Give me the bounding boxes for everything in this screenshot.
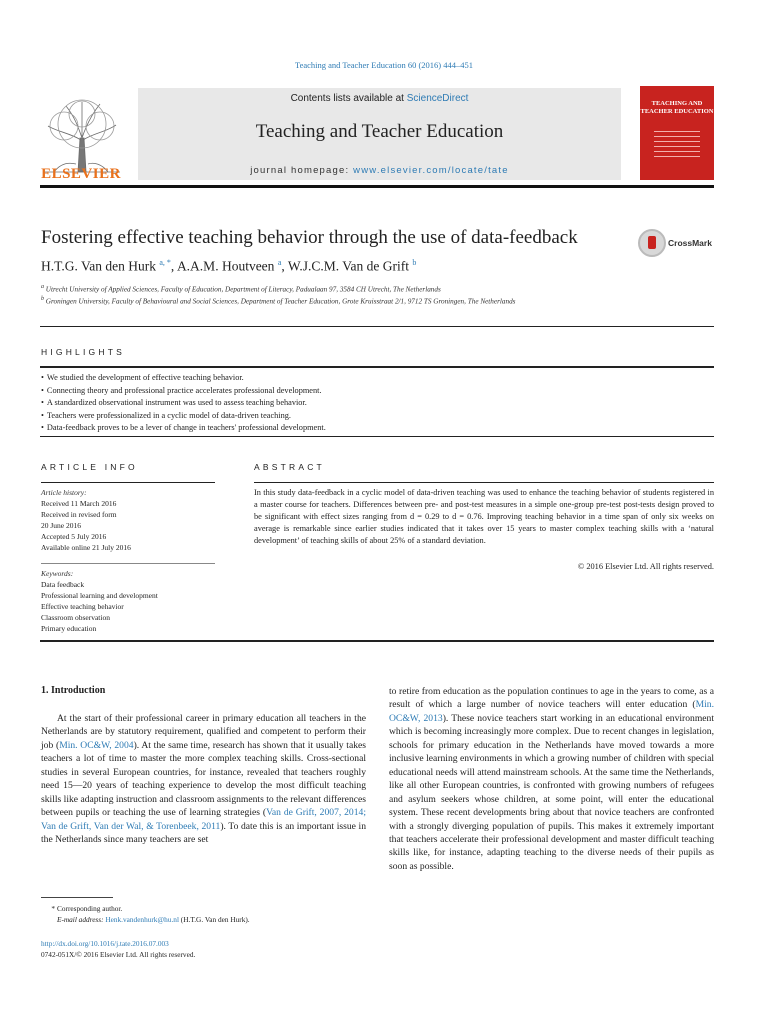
- affiliation-b: [41, 294, 621, 307]
- author-affiliation-marks[interactable]: b: [412, 258, 417, 267]
- footnote-mark: *: [51, 904, 55, 913]
- email-link[interactable]: Henk.vandenhurk@hu.nl: [105, 915, 179, 924]
- author-affiliation-marks[interactable]: a, *: [159, 258, 171, 267]
- keywords-rule: [41, 563, 215, 564]
- reference-link[interactable]: Van de Grift, 2007, 2014; Van de Grift, Van der Wal, & Torenbeek, 2011: [41, 807, 366, 832]
- article-history-label: Article history:: [41, 488, 87, 497]
- body-text: ). At the same time, research has shown that it usually takes teachers a lot of time to master the more complex teaching skills. Cross-sectional studies in several European countries, for instance, revealed that teachers roughly need 15—20 years of teaching experience to develop the most difficult teaching skills like adapting instruction and classroom assignments to the relevant differences between pupils or teaching the use of learning strategies (: [41, 739, 366, 819]
- body-right-column: [389, 685, 714, 873]
- cover-decoration: [654, 131, 700, 161]
- author-affiliation-marks[interactable]: a: [277, 258, 282, 267]
- article-info-heading: ARTICLE INFO: [41, 462, 138, 472]
- author-name: W.J.C.M. Van de Grift: [287, 258, 410, 274]
- keyword-item[interactable]: Professional learning and development: [41, 591, 158, 600]
- author-name: A.A.M. Houtveen: [176, 258, 275, 274]
- front-matter-bottom-rule: [40, 640, 714, 642]
- body-paragraph: [41, 712, 366, 847]
- corresponding-author-note: [41, 903, 122, 914]
- homepage-prefix: journal homepage:: [250, 165, 354, 176]
- keyword-item[interactable]: Data feedback: [41, 580, 85, 589]
- journal-homepage-line: [138, 165, 621, 176]
- keywords-list: [41, 579, 158, 634]
- body-text: to retire from education as the population continues to age in the years to come, as a result of which a large number of novice teachers will enter education (: [389, 686, 714, 711]
- article-info-rule: [41, 482, 215, 483]
- affiliation-text: Utrecht University of Applied Sciences, Faculty of Education, Department of Literacy, Padualaan 97, 3584 CH Utrecht, The Netherlands: [45, 285, 441, 294]
- history-entry: Accepted 5 July 2016: [41, 531, 107, 541]
- history-entry: Received 11 March 2016: [41, 499, 117, 508]
- history-entry: Available online 21 July 2016: [41, 542, 131, 552]
- doi-link[interactable]: http://dx.doi.org/10.1016/j.tate.2016.07.003: [41, 939, 169, 948]
- email-label: E-mail address:: [57, 915, 106, 924]
- body-text: ). These novice teachers start working in an educational environment which is becoming increasingly more complex. Due to recent changes in legislation, schools for primary education in the Netherlands have moved towards a more inclusive learning environments in which a growing number of children with special educational needs will attend mainstream schools. At the same time the Netherlands, like all other European countries, is confronted with growing numbers of refugees and asylum seekers whose children, at some point, will enter the educational system. These recent developments bring about that novice teachers are confronted with a strongly diverging population of pupils. This makes it extremely important that teachers accelerate their professional development and master difficult teaching skills like, for instance, adapting teaching to the diverse needs of their pupils as soon as possible.: [389, 712, 715, 872]
- email-suffix: (H.T.G. Van den Hurk).: [178, 915, 250, 924]
- body-paragraph: [389, 685, 714, 873]
- affiliation-mark: a: [41, 284, 44, 290]
- highlights-heading: HIGHLIGHTS: [41, 347, 125, 357]
- body-text: ). To date this is an important issue in the Netherlands since many teachers are set: [41, 820, 366, 846]
- journal-cover-thumbnail[interactable]: [640, 86, 714, 180]
- journal-title: Teaching and Teacher Education: [255, 121, 504, 142]
- abstract-copyright: © 2016 Elsevier Ltd. All rights reserved.: [577, 562, 714, 571]
- homepage-link[interactable]: www.elsevier.com/locate/tate: [353, 165, 509, 176]
- highlight-item: • Data-feedback proves to be a lever of change in teachers' professional development.: [41, 422, 711, 435]
- highlight-item: • We studied the development of effective teaching behavior.: [41, 372, 711, 385]
- crossmark-icon[interactable]: [638, 229, 666, 257]
- history-entry: Received in revised form: [41, 509, 117, 519]
- keywords-label: Keywords:: [41, 569, 74, 578]
- author-name: H.T.G. Van den Hurk: [41, 258, 156, 274]
- title-block-rule: [40, 326, 714, 327]
- contents-available-line: [138, 93, 621, 104]
- elsevier-wordmark: ELSEVIER: [41, 166, 121, 182]
- affiliation-mark: b: [41, 296, 44, 302]
- highlight-item: • A standardized observational instrument was used to assess teaching behavior.: [41, 397, 711, 410]
- sciencedirect-link[interactable]: ScienceDirect: [406, 93, 469, 104]
- body-left-column: [41, 712, 366, 847]
- highlights-list: [41, 372, 711, 435]
- highlight-item: • Connecting theory and professional practice accelerates professional development.: [41, 385, 711, 398]
- highlight-item: • Teachers were professionalized in a cyclic model of data-driven teaching.: [41, 410, 711, 423]
- author-list: [41, 258, 416, 275]
- author-separator: ,: [170, 258, 177, 274]
- issn-copyright: 0742-051X/© 2016 Elsevier Ltd. All rights reserved.: [41, 950, 196, 959]
- keyword-item[interactable]: Effective teaching behavior: [41, 602, 124, 611]
- keyword-item[interactable]: Primary education: [41, 624, 97, 633]
- reference-link[interactable]: Min. OC&W, 2004: [59, 739, 134, 751]
- footnote-rule: [41, 897, 113, 898]
- journal-citation[interactable]: Teaching and Teacher Education 60 (2016) 444–451: [294, 60, 474, 70]
- email-note: [41, 914, 250, 925]
- highlights-bottom-rule: [40, 436, 714, 437]
- cover-title: TEACHING AND TEACHER EDUCATION: [640, 100, 714, 115]
- highlights-rule: [40, 366, 714, 368]
- article-title: Fostering effective teaching behavior through the use of data-feedback: [41, 227, 578, 248]
- footnote-text: Corresponding author.: [57, 904, 123, 913]
- crossmark-label[interactable]: CrossMark: [668, 238, 712, 248]
- keyword-item[interactable]: Classroom observation: [41, 613, 110, 622]
- introduction-heading: 1. Introduction: [41, 685, 106, 696]
- history-entry: 20 June 2016: [41, 520, 81, 530]
- article-history-list: [41, 499, 131, 554]
- abstract-text: In this study data-feedback in a cyclic model of data-driven teaching was used to enhance the teaching behavior of students registered in a master course for teachers. Differences between pre- and post-test measures in a simple one-group pre-test post-tests design proved to be significant with effect sizes ranging from d = 0.29 to d = 0.76. Improving teaching behavior in a time span of only six weeks on average is remarkable since earlier studies indicated that it takes over 15 years to master complex teaching skills with a ‘natural development’ of teaching skills of about 25% of a standard deviation.: [254, 488, 714, 545]
- header-rule: [40, 185, 714, 188]
- contents-prefix: Contents lists available at: [290, 93, 407, 104]
- affiliation-text: Groningen University, Faculty of Behavioural and Social Sciences, Department of Teacher Education, Grote Kruisstraat 2/1, 9712 TS Groningen, The Netherlands: [45, 297, 516, 306]
- reference-link[interactable]: Min. OC&W, 2013: [389, 699, 714, 724]
- abstract-heading: ABSTRACT: [254, 462, 325, 472]
- body-text: At the start of their professional career in primary education all teachers in the Netherlands are by statutory requirement, qualified and competent to perform their job (: [41, 713, 366, 751]
- abstract-rule: [254, 482, 714, 483]
- author-separator: ,: [281, 258, 288, 274]
